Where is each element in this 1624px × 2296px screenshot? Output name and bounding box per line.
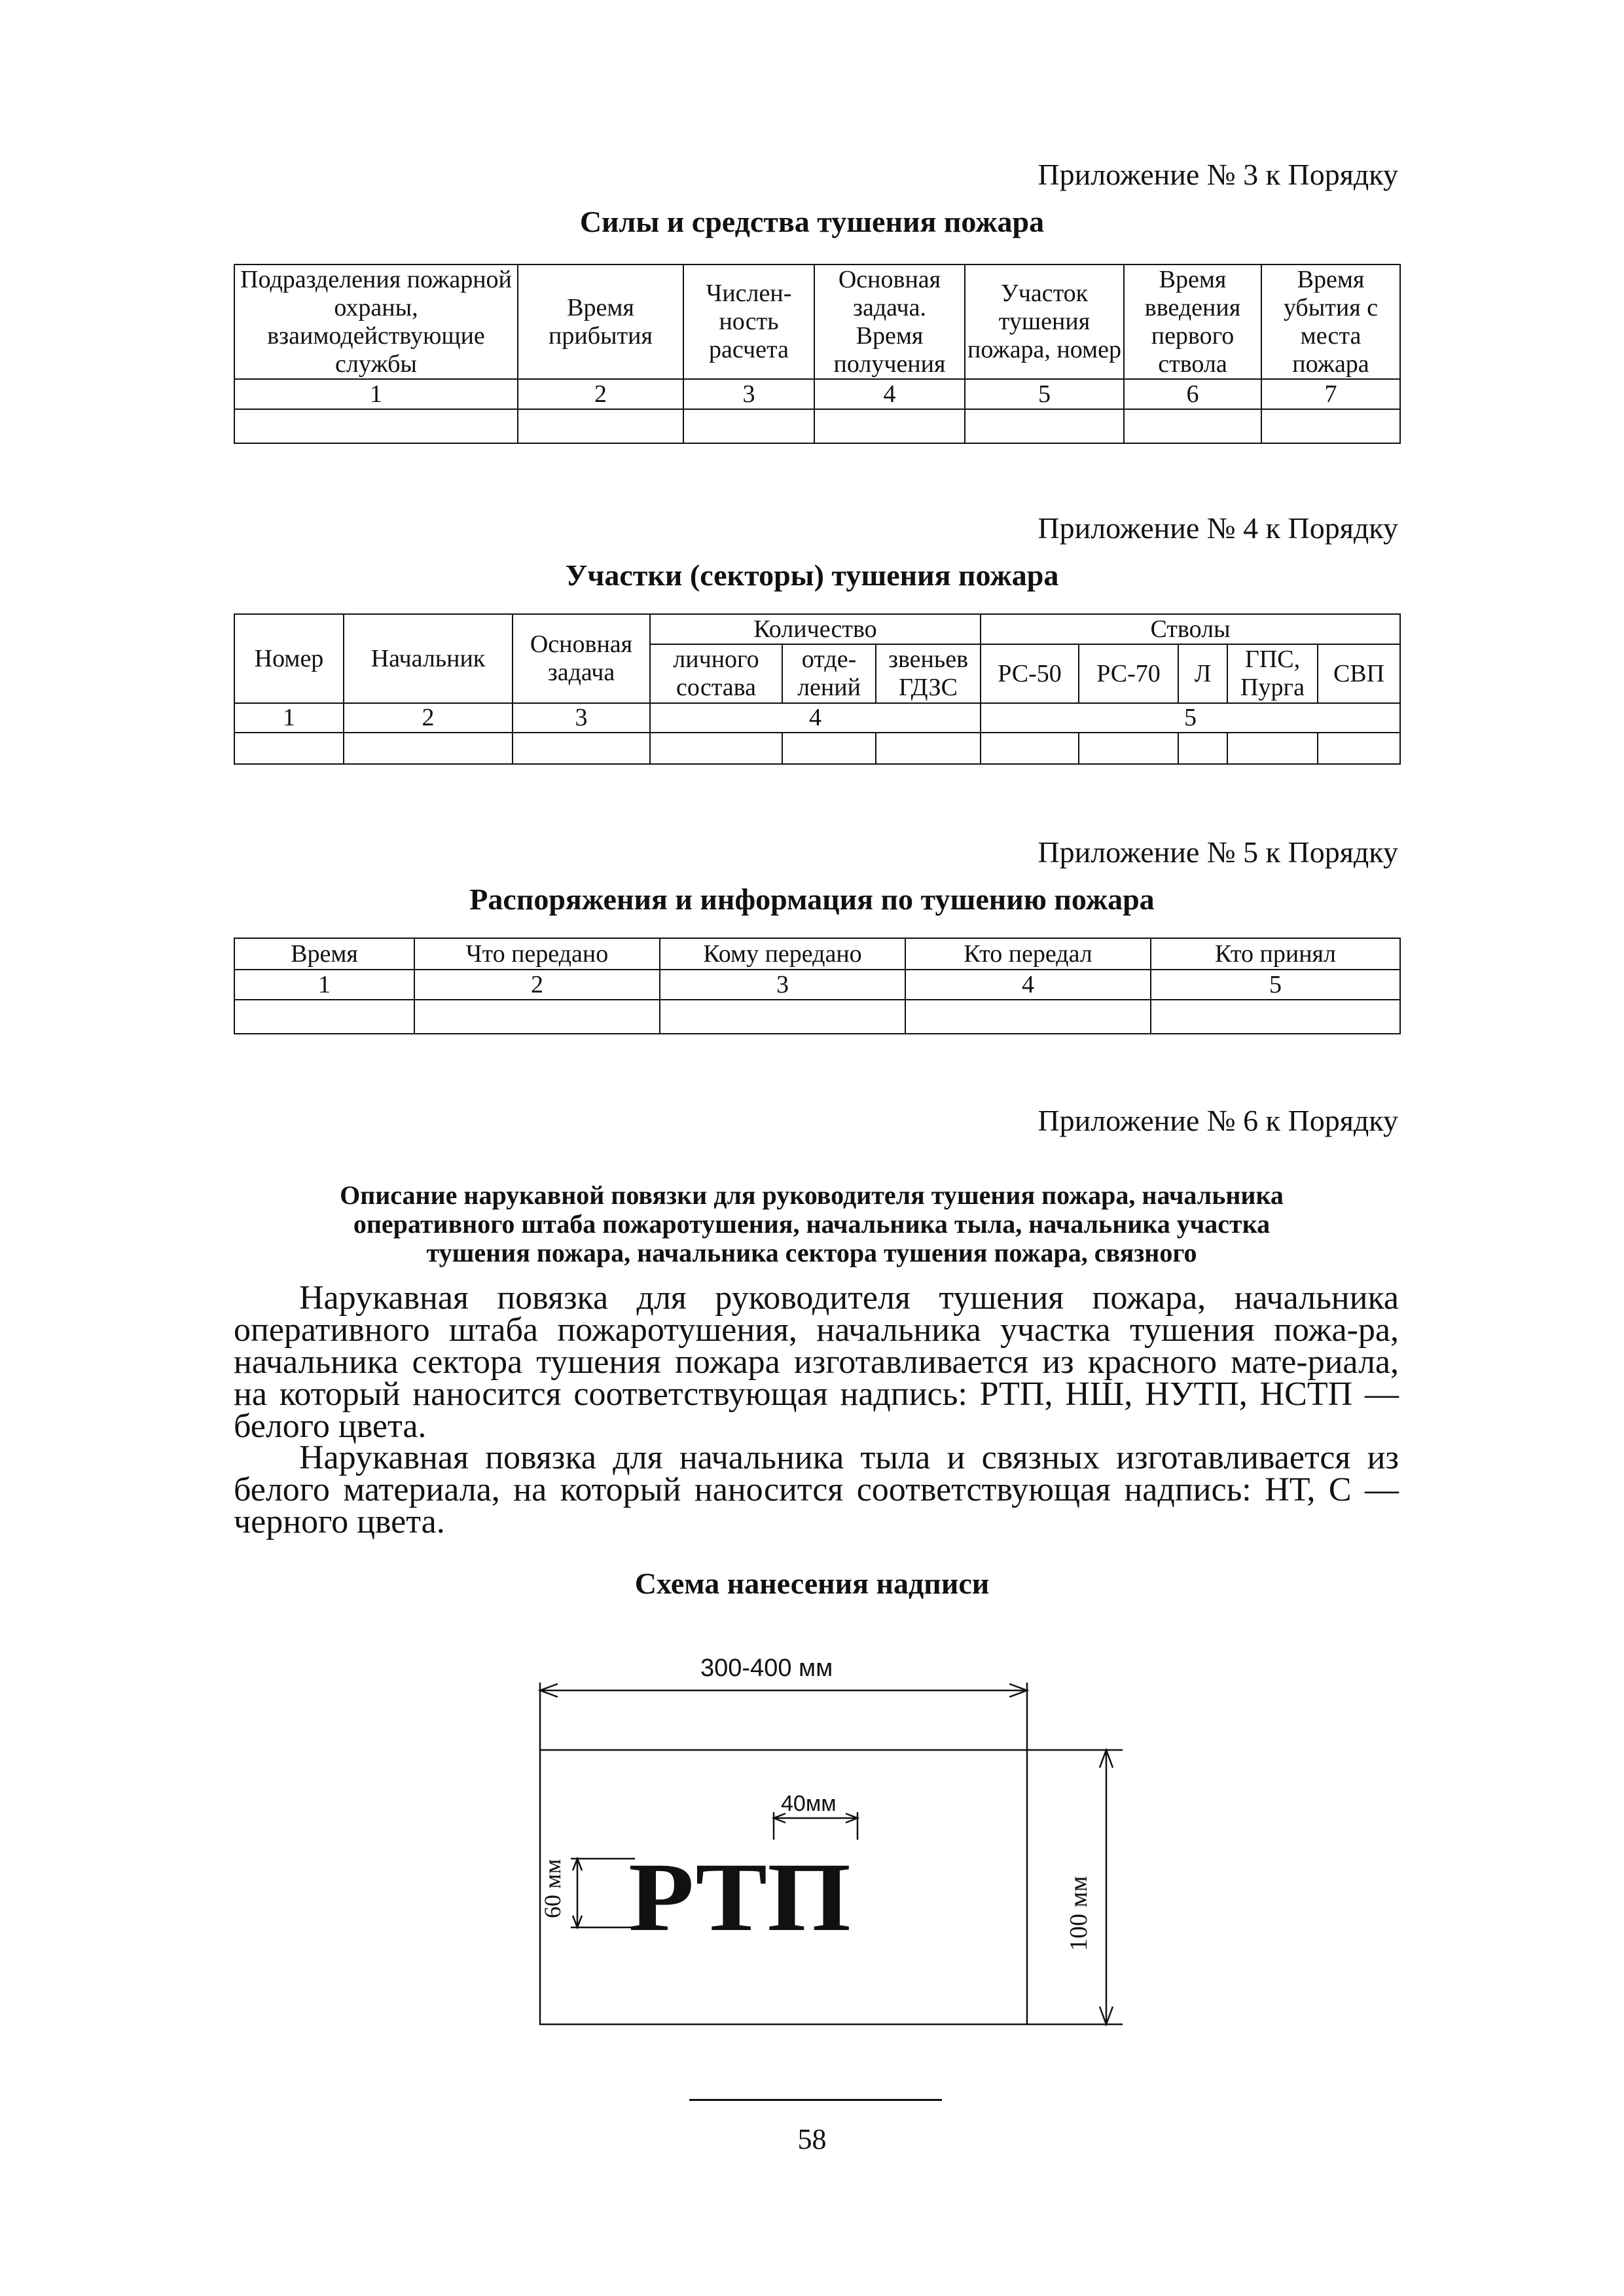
header-group-quantity: Количество: [650, 614, 981, 644]
header-cell: Время прибытия: [518, 264, 683, 379]
column-number: 1: [234, 379, 518, 409]
header-cell: РС-50: [981, 644, 1079, 703]
empty-cell: [1318, 733, 1400, 764]
empty-cell: [814, 409, 965, 443]
column-number-row: [234, 379, 1400, 409]
header-cell: Номер: [234, 614, 344, 703]
column-number: 3: [513, 703, 650, 733]
empty-cell: [414, 1000, 660, 1034]
column-number: 3: [683, 379, 814, 409]
appendix-5-title: Распоряжения и информация по тушению пожара: [469, 883, 1155, 916]
column-number: 6: [1124, 379, 1261, 409]
column-number: 5: [1151, 970, 1400, 1000]
empty-cell: [1079, 733, 1178, 764]
empty-cell: [344, 733, 513, 764]
scheme-title: Схема нанесения надписи: [634, 1567, 990, 1600]
header-cell: ГПС, Пурга: [1227, 644, 1318, 703]
empty-cell: [683, 409, 814, 443]
column-number: 2: [414, 970, 660, 1000]
table-row: [234, 409, 1400, 443]
header-cell: личного состава: [650, 644, 782, 703]
empty-cell: [782, 733, 876, 764]
forces-table: [234, 264, 1401, 444]
column-number: 4: [814, 379, 965, 409]
empty-cell: [1178, 733, 1227, 764]
header-cell: отде-лений: [782, 644, 876, 703]
appendix-4-title: Участки (секторы) тушения пожара: [565, 558, 1059, 592]
header-cell: Время: [234, 938, 414, 970]
sectors-table: [234, 613, 1401, 765]
column-number: 2: [344, 703, 513, 733]
column-number: 1: [234, 703, 344, 733]
table-row: [234, 1000, 1400, 1034]
header-cell: Участок тушения пожара, номер: [965, 264, 1124, 379]
armband-scheme-diagram: [511, 1630, 1152, 2049]
table-row: [234, 733, 1400, 764]
armband-title-line-3: тушения пожара, начальника сектора тушения пожара, связного: [426, 1238, 1197, 1267]
header-cell: Числен-ность расчета: [683, 264, 814, 379]
header-cell: Л: [1178, 644, 1227, 703]
appendix-3-title: Силы и средства тушения пожара: [579, 205, 1045, 238]
header-cell: звеньев ГДЗС: [876, 644, 981, 703]
appendix-6-heading: Приложение № 6 к Порядку: [1038, 1104, 1398, 1137]
page-number: 58: [797, 2123, 827, 2155]
armband-title-line-1: Описание нарукавной повязки для руководителя тушения пожара, начальника: [340, 1180, 1284, 1210]
header-cell: Основная задача. Время получения: [814, 264, 965, 379]
header-cell: Подразделения пожарной охраны, взаимодействующие службы: [234, 264, 518, 379]
column-number: 1: [234, 970, 414, 1000]
empty-cell: [1151, 1000, 1400, 1034]
column-number: 3: [660, 970, 905, 1000]
column-number: 2: [518, 379, 683, 409]
empty-cell: [660, 1000, 905, 1034]
empty-cell: [876, 733, 981, 764]
letter-height-label: 60 мм: [539, 1859, 566, 1918]
empty-cell: [981, 733, 1079, 764]
empty-cell: [513, 733, 650, 764]
header-group-barrels: Стволы: [981, 614, 1400, 644]
height-label: 100 мм: [1065, 1876, 1092, 1951]
empty-cell: [234, 733, 344, 764]
table-header-row: [234, 264, 1400, 379]
empty-cell: [518, 409, 683, 443]
armband-title-line-2: оперативного штаба пожаротушения, начальника тыла, начальника участка: [353, 1209, 1271, 1239]
table-header-row: [234, 938, 1400, 970]
column-number-row: [234, 703, 1400, 733]
header-cell: Время убытия с места пожара: [1261, 264, 1400, 379]
header-cell: Основная задача: [513, 614, 650, 703]
empty-cell: [965, 409, 1124, 443]
appendix-5-heading: Приложение № 5 к Порядку: [1038, 835, 1398, 869]
empty-cell: [1124, 409, 1261, 443]
empty-cell: [234, 409, 518, 443]
armband-sample-text: РТП: [628, 1843, 851, 1952]
header-cell: Время введения первого ствола: [1124, 264, 1261, 379]
footer-rule: [689, 2099, 942, 2101]
empty-cell: [1227, 733, 1318, 764]
armband-description-paragraph-1: Нарукавная повязка для руководителя тушения пожара, начальника оперативного штаба пожаротушения, начальника участка тушения пожа-ра, начальника сектора тушения пожара изготавливается из красного мате-риала, на который наносится соответствующая надпись: РТП, НШ, НУТП, НСТП — белого цвета.: [234, 1279, 1399, 1445]
column-number: 4: [650, 703, 981, 733]
empty-cell: [1261, 409, 1400, 443]
header-cell: Кто передал: [905, 938, 1151, 970]
column-number: 7: [1261, 379, 1400, 409]
orders-table: [234, 938, 1401, 1034]
column-number: 4: [905, 970, 1151, 1000]
appendix-4-heading: Приложение № 4 к Порядку: [1038, 511, 1398, 545]
column-number-row: [234, 970, 1400, 1000]
header-cell: РС-70: [1079, 644, 1178, 703]
appendix-3-heading: Приложение № 3 к Порядку: [1038, 158, 1398, 191]
header-cell: Кому передано: [660, 938, 905, 970]
width-label: 300-400 мм: [700, 1654, 833, 1682]
header-cell: Что передано: [414, 938, 660, 970]
header-cell: СВП: [1318, 644, 1400, 703]
empty-cell: [905, 1000, 1151, 1034]
header-cell: Кто принял: [1151, 938, 1400, 970]
empty-cell: [650, 733, 782, 764]
column-number: 5: [965, 379, 1124, 409]
header-cell: Начальник: [344, 614, 513, 703]
armband-description-paragraph-2: Нарукавная повязка для начальника тыла и связных изготавливается из белого материала, на который наносится соответствующая надпись: НТ, С — черного цвета.: [234, 1439, 1399, 1540]
letter-width-label: 40мм: [781, 1791, 837, 1816]
empty-cell: [234, 1000, 414, 1034]
column-number: 5: [981, 703, 1400, 733]
